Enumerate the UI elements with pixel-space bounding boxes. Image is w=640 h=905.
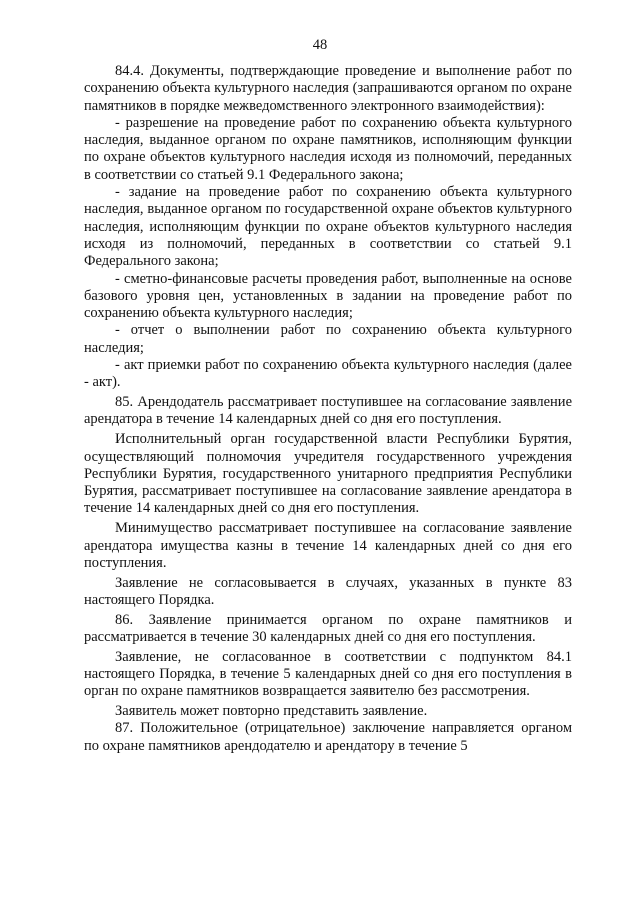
list-item-permit: - разрешение на проведение работ по сохранению объекта культурного наследия, выданное органом по охране памятников, исполняющим функции по охране объектов культурного наследия исходя из полномочий, переданных в соответствии со статьей 9.1 Федерального закона; (84, 114, 572, 183)
paragraph-86: 86. Заявление принимается органом по охране памятников и рассматривается в течение 30 календарных дней со дня его поступления. (84, 611, 572, 645)
list-item-task: - задание на проведение работ по сохранению объекта культурного наследия, выданное органом по государственной охране объектов культурного наследия, исполняющим функции по охране объектов культурного наследия исходя из полномочий, переданных в соответствии со статьей 9.1 Федерального закона; (84, 184, 572, 270)
document-body (84, 63, 572, 755)
paragraph-minimushchestvo: Минимущество рассматривает поступившее на согласование заявление арендатора имущества казны в течение 14 календарных дней со дня его поступления. (84, 520, 572, 571)
paragraph-87: 87. Положительное (отрицательное) заключение направляется органом по охране памятников арендодателю и арендатору в течение 5 (84, 720, 572, 754)
paragraph-executive-body: Исполнительный орган государственной власти Республики Бурятия, осуществляющий полномочия учредителя государственного учреждения Республики Бурятия, государственного унитарного предприятия Республики Бурятия, рассматривает поступившее на согласование заявление арендатора в течение 14 календарных дней со дня его поступления. (84, 431, 572, 517)
paragraph-resubmit: Заявитель может повторно представить заявление. (115, 703, 428, 720)
page-number: 48 (312, 37, 328, 53)
paragraph-not-approved: Заявление не согласовывается в случаях, указанных в пункте 83 настоящего Порядка. (84, 574, 572, 608)
paragraph-returned: Заявление, не согласованное в соответствии с подпунктом 84.1 настоящего Порядка, в течение 5 календарных дней со дня его поступления в орган по охране памятников возвращается заявителю без рассмотрения. (84, 648, 572, 700)
list-item-acceptance-act: - акт приемки работ по сохранению объекта культурного наследия (далее - акт). (84, 357, 572, 391)
list-item-report: - отчет о выполнении работ по сохранению объекта культурного наследия; (84, 322, 572, 356)
paragraph-84-4: 84.4. Документы, подтверждающие проведение и выполнение работ по сохранению объекта культурного наследия (запрашиваются органом по охране памятников в порядке межведомственного электронного взаимодействия): (84, 63, 572, 114)
paragraph-85: 85. Арендодатель рассматривает поступившее на согласование заявление арендатора в течение 14 календарных дней со дня его поступления. (84, 394, 572, 428)
list-item-estimates: - сметно-финансовые расчеты проведения работ, выполненные на основе базового уровня цен, установленных в задании на проведение работ по сохранению объекта культурного наследия; (84, 270, 572, 322)
